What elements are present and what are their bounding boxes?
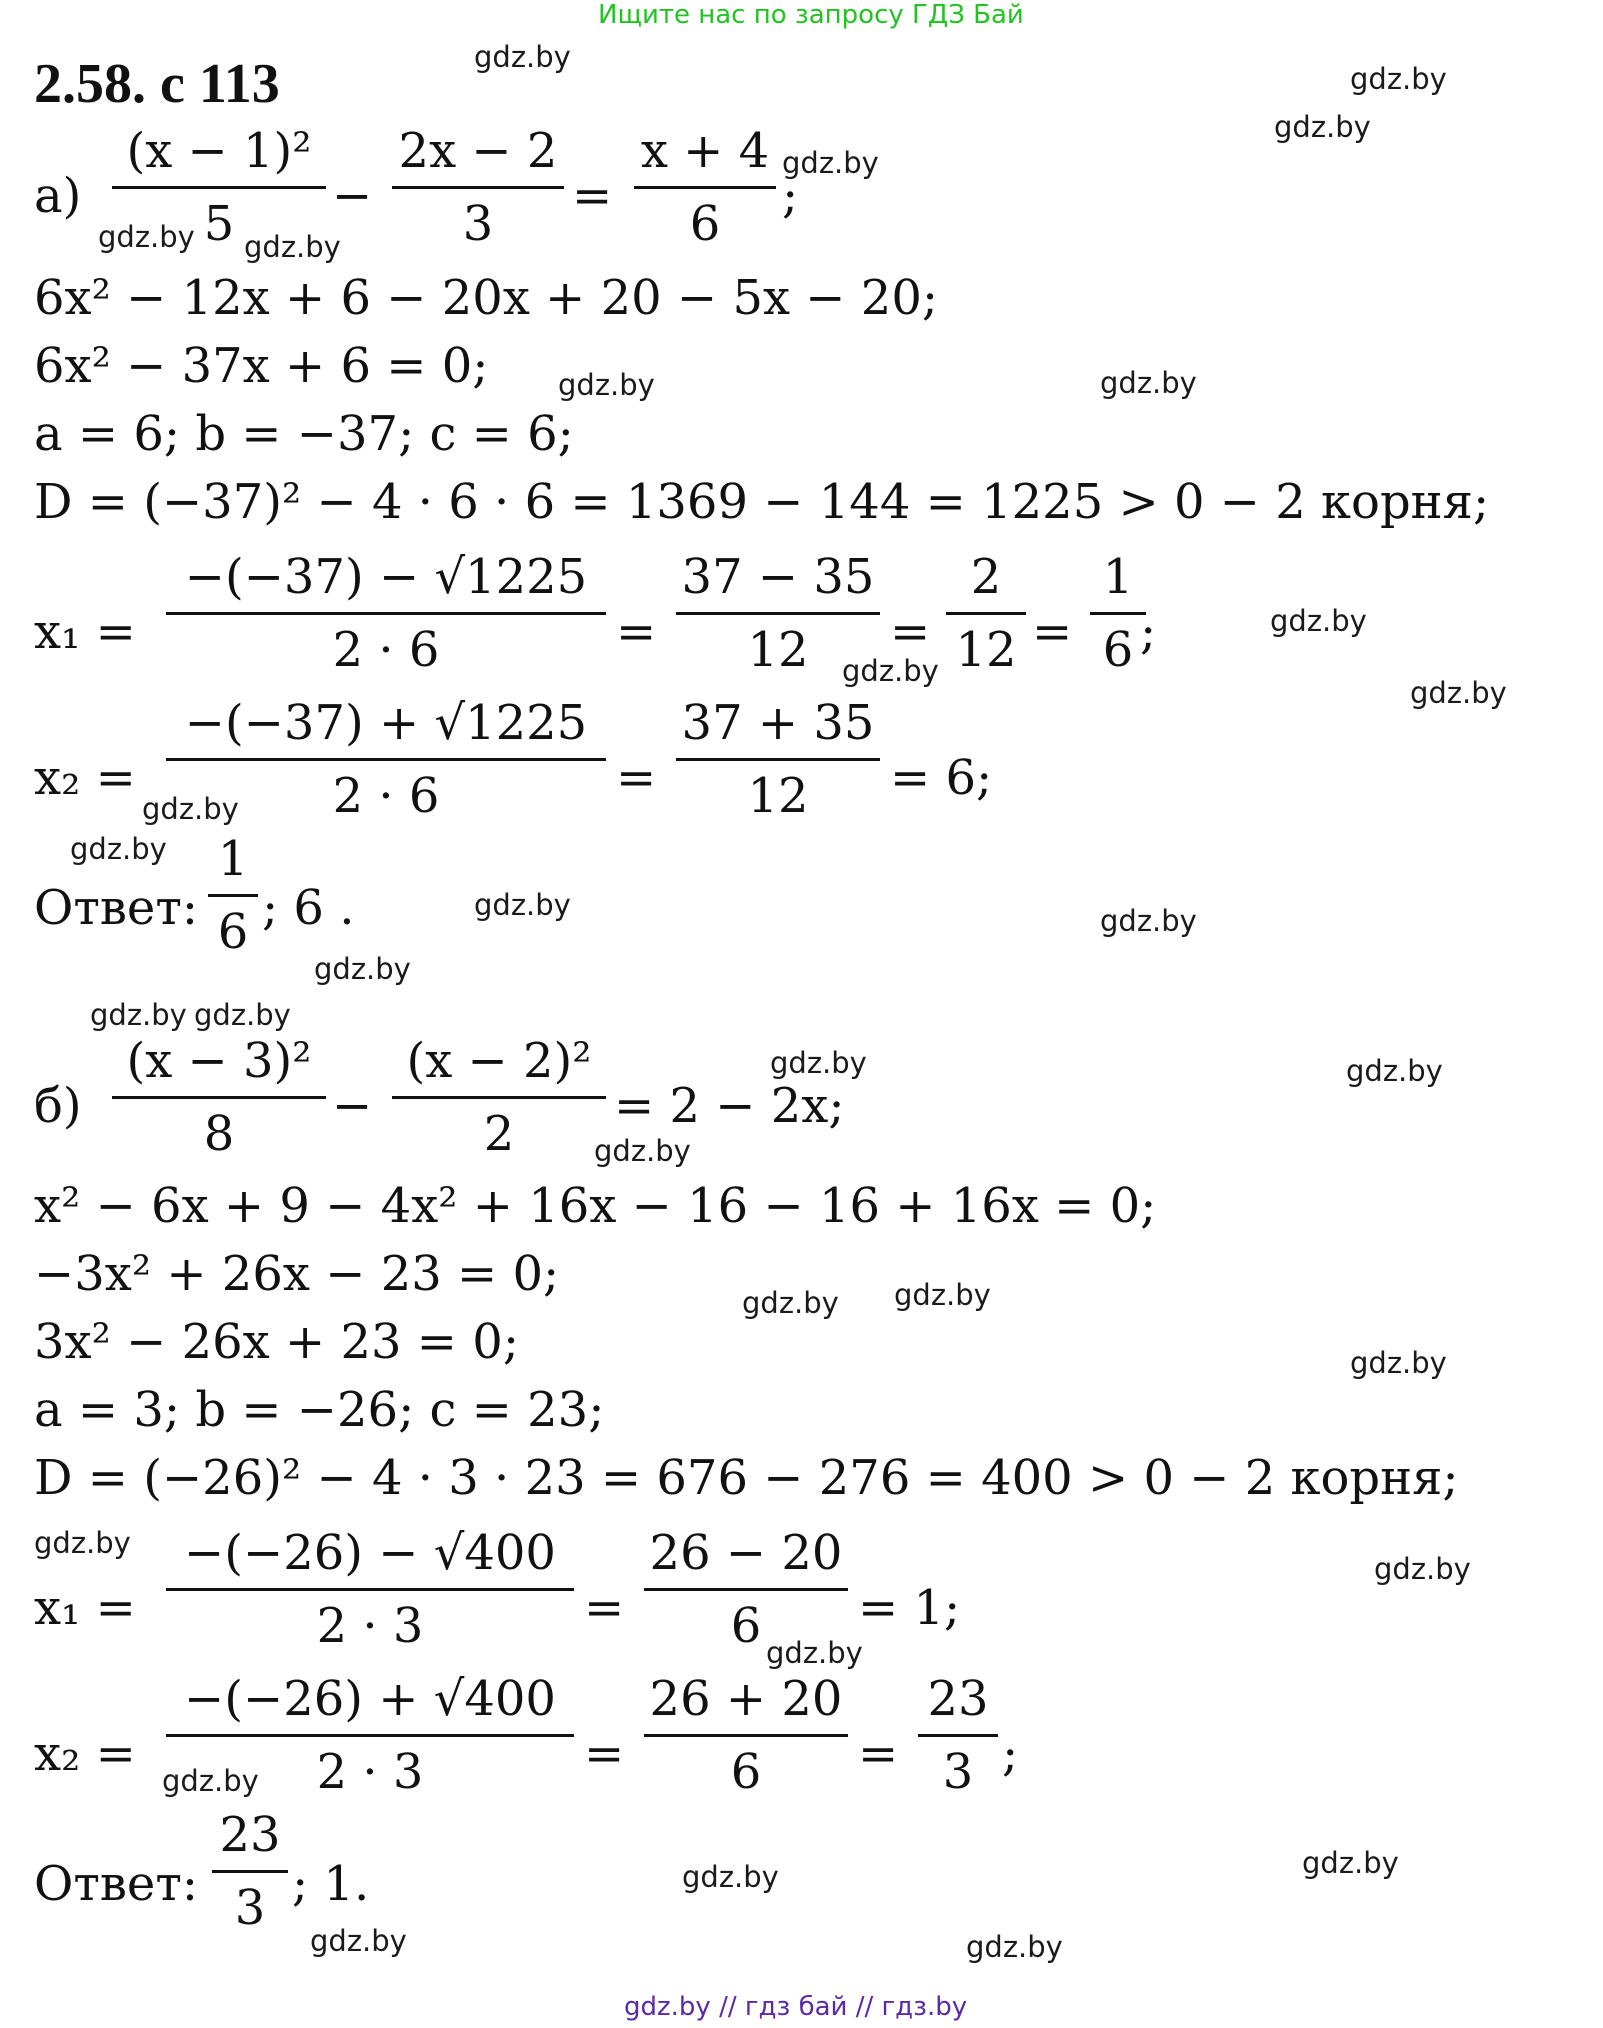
part-a-x1-fraction-1: [166, 548, 606, 679]
part-a-line-2: 6x² − 37x + 6 = 0;: [34, 338, 489, 394]
watermark: gdz.by: [1346, 1054, 1443, 1088]
denominator: 3: [942, 1744, 974, 1800]
numerator: 26 + 20: [649, 1671, 843, 1727]
watermark: gdz.by: [314, 952, 411, 986]
numerator: −(−26) + √400: [184, 1671, 556, 1727]
watermark: gdz.by: [194, 998, 291, 1032]
watermark: gdz.by: [1270, 604, 1367, 638]
numerator: 2: [970, 549, 1002, 605]
numerator: (x − 1)²: [126, 123, 312, 179]
part-b-line-1: x² − 6x + 9 − 4x² + 16x − 16 − 16 + 16x = 0;: [34, 1178, 1157, 1234]
answer-fraction: [212, 1806, 288, 1937]
denominator: 12: [747, 622, 809, 678]
denominator: 12: [747, 768, 809, 824]
numerator: 37 − 35: [681, 549, 875, 605]
watermark: gdz.by: [1302, 1846, 1399, 1880]
equals-sign: =: [1032, 604, 1073, 660]
x2-label: x₂ =: [34, 1726, 136, 1782]
watermark: gdz.by: [966, 1930, 1063, 1964]
x2-result: = 6;: [890, 750, 993, 806]
numerator: −(−37) − √1225: [184, 549, 588, 605]
watermark: gdz.by: [842, 654, 939, 688]
fraction-bar: [644, 1588, 848, 1591]
fraction-bar: [644, 1734, 848, 1737]
fraction-bar: [208, 894, 258, 897]
part-b-line-3: 3x² − 26x + 23 = 0;: [34, 1314, 519, 1370]
equals-sign: =: [890, 604, 931, 660]
x1-label: x₁ =: [34, 604, 136, 660]
fraction-bar: [166, 1734, 574, 1737]
part-b-line-2: −3x² + 26x − 23 = 0;: [34, 1246, 560, 1302]
watermark: gdz.by: [1350, 1346, 1447, 1380]
numerator: 26 − 20: [649, 1525, 843, 1581]
watermark: gdz.by: [1350, 62, 1447, 96]
answer-label: Ответ:: [34, 1856, 199, 1912]
problem-title: 2.58. с 113: [34, 53, 280, 115]
equals-sign: =: [616, 604, 657, 660]
part-b-rhs: = 2 − 2x;: [614, 1078, 845, 1134]
watermark: gdz.by: [1410, 676, 1507, 710]
watermark: gdz.by: [766, 1636, 863, 1670]
watermark: gdz.by: [1100, 904, 1197, 938]
x2-label: x₂ =: [34, 750, 136, 806]
answer-rest: ; 1.: [292, 1856, 370, 1912]
fraction-bar: [946, 612, 1026, 615]
watermark: gdz.by: [90, 998, 187, 1032]
footer-links[interactable]: gdz.by // гдз бай // гдз.by: [624, 1992, 968, 2022]
part-b-discriminant: D = (−26)² − 4 · 3 · 23 = 676 − 276 = 400 > 0 − 2 корня;: [34, 1450, 1459, 1506]
watermark: gdz.by: [1100, 366, 1197, 400]
denominator: 6: [1102, 622, 1134, 678]
numerator: 37 + 35: [681, 695, 875, 751]
semicolon: ;: [1140, 604, 1157, 660]
part-a-line-3: a = 6; b = −37; c = 6;: [34, 406, 574, 462]
denominator: 2 · 3: [316, 1598, 424, 1654]
watermark: gdz.by: [682, 1860, 779, 1894]
denominator: 6: [730, 1744, 762, 1800]
equals-sign: =: [858, 1726, 899, 1782]
part-a-x1-fraction-4: [1090, 548, 1146, 679]
answer-label: Ответ:: [34, 880, 199, 936]
part-b-x1-fraction-1: [166, 1524, 574, 1655]
numerator: 1: [217, 831, 249, 887]
part-b-fraction-1: [112, 1032, 326, 1163]
fraction-bar: [918, 1734, 998, 1737]
numerator: (x − 2)²: [406, 1033, 592, 1089]
answer-rest: ; 6 .: [262, 880, 355, 936]
part-a-fraction-2: [392, 122, 564, 253]
watermark: gdz.by: [894, 1278, 991, 1312]
watermark: gdz.by: [474, 40, 571, 74]
fraction-bar: [676, 758, 880, 761]
x1-label: x₁ =: [34, 1580, 136, 1636]
denominator: 3: [234, 1880, 266, 1936]
search-banner[interactable]: Ищите нас по запросу ГДЗ Бай: [598, 0, 1024, 30]
semicolon: ;: [782, 168, 799, 224]
part-b-fraction-2: [392, 1032, 606, 1163]
watermark: gdz.by: [1274, 110, 1371, 144]
denominator: 2 · 6: [332, 622, 440, 678]
fraction-bar: [212, 1870, 288, 1873]
part-b-label: б): [34, 1078, 82, 1134]
part-a-line-1: 6x² − 12x + 6 − 20x + 20 − 5x − 20;: [34, 270, 939, 326]
watermark: gdz.by: [70, 832, 167, 866]
minus-sign: −: [332, 1078, 373, 1134]
watermark: gdz.by: [162, 1764, 259, 1798]
numerator: x + 4: [640, 123, 770, 179]
denominator: 12: [955, 622, 1017, 678]
equals-sign: =: [616, 750, 657, 806]
fraction-bar: [112, 186, 326, 189]
denominator: 2 · 3: [316, 1744, 424, 1800]
watermark: gdz.by: [558, 368, 655, 402]
watermark: gdz.by: [310, 1924, 407, 1958]
numerator: −(−26) − √400: [184, 1525, 556, 1581]
denominator: 6: [689, 196, 721, 252]
watermark: gdz.by: [1374, 1552, 1471, 1586]
fraction-bar: [166, 758, 606, 761]
minus-sign: −: [332, 168, 373, 224]
watermark: gdz.by: [34, 1526, 131, 1560]
fraction-bar: [634, 186, 776, 189]
equals-sign: =: [572, 168, 613, 224]
watermark: gdz.by: [474, 888, 571, 922]
part-a-fraction-3: [634, 122, 776, 253]
denominator: 2 · 6: [332, 768, 440, 824]
part-b-line-4: a = 3; b = −26; c = 23;: [34, 1382, 605, 1438]
part-a-discriminant: D = (−37)² − 4 · 6 · 6 = 1369 − 144 = 1225 > 0 − 2 корня;: [34, 474, 1490, 530]
numerator: 2x − 2: [398, 123, 558, 179]
numerator: 23: [219, 1807, 281, 1863]
equals-sign: =: [584, 1726, 625, 1782]
numerator: (x − 3)²: [126, 1033, 312, 1089]
denominator: 6: [730, 1598, 762, 1654]
watermark: gdz.by: [594, 1134, 691, 1168]
fraction-bar: [166, 1588, 574, 1591]
part-a-x2-fraction-2: [676, 694, 880, 825]
fraction-bar: [392, 186, 564, 189]
fraction-bar: [112, 1096, 326, 1099]
watermark: gdz.by: [742, 1286, 839, 1320]
numerator: 1: [1102, 549, 1134, 605]
semicolon: ;: [1002, 1726, 1019, 1782]
numerator: −(−37) + √1225: [184, 695, 588, 751]
fraction-bar: [676, 612, 880, 615]
fraction-bar: [392, 1096, 606, 1099]
numerator: 23: [927, 1671, 989, 1727]
denominator: 5: [203, 196, 235, 252]
denominator: 3: [462, 196, 494, 252]
denominator: 6: [217, 904, 249, 960]
part-a-x1-fraction-3: [946, 548, 1026, 679]
equals-sign: =: [584, 1580, 625, 1636]
watermark: gdz.by: [770, 1046, 867, 1080]
watermark: gdz.by: [98, 220, 195, 254]
fraction-bar: [1090, 612, 1146, 615]
watermark: gdz.by: [782, 146, 879, 180]
watermark: gdz.by: [142, 792, 239, 826]
denominator: 8: [203, 1106, 235, 1162]
watermark: gdz.by: [244, 230, 341, 264]
part-a-label: а): [34, 168, 82, 224]
part-b-x2-fraction-2: [644, 1670, 848, 1801]
denominator: 2: [483, 1106, 515, 1162]
fraction-bar: [166, 612, 606, 615]
part-b-x2-fraction-3: [918, 1670, 998, 1801]
answer-fraction: [208, 830, 258, 961]
x1-result: = 1;: [858, 1580, 961, 1636]
